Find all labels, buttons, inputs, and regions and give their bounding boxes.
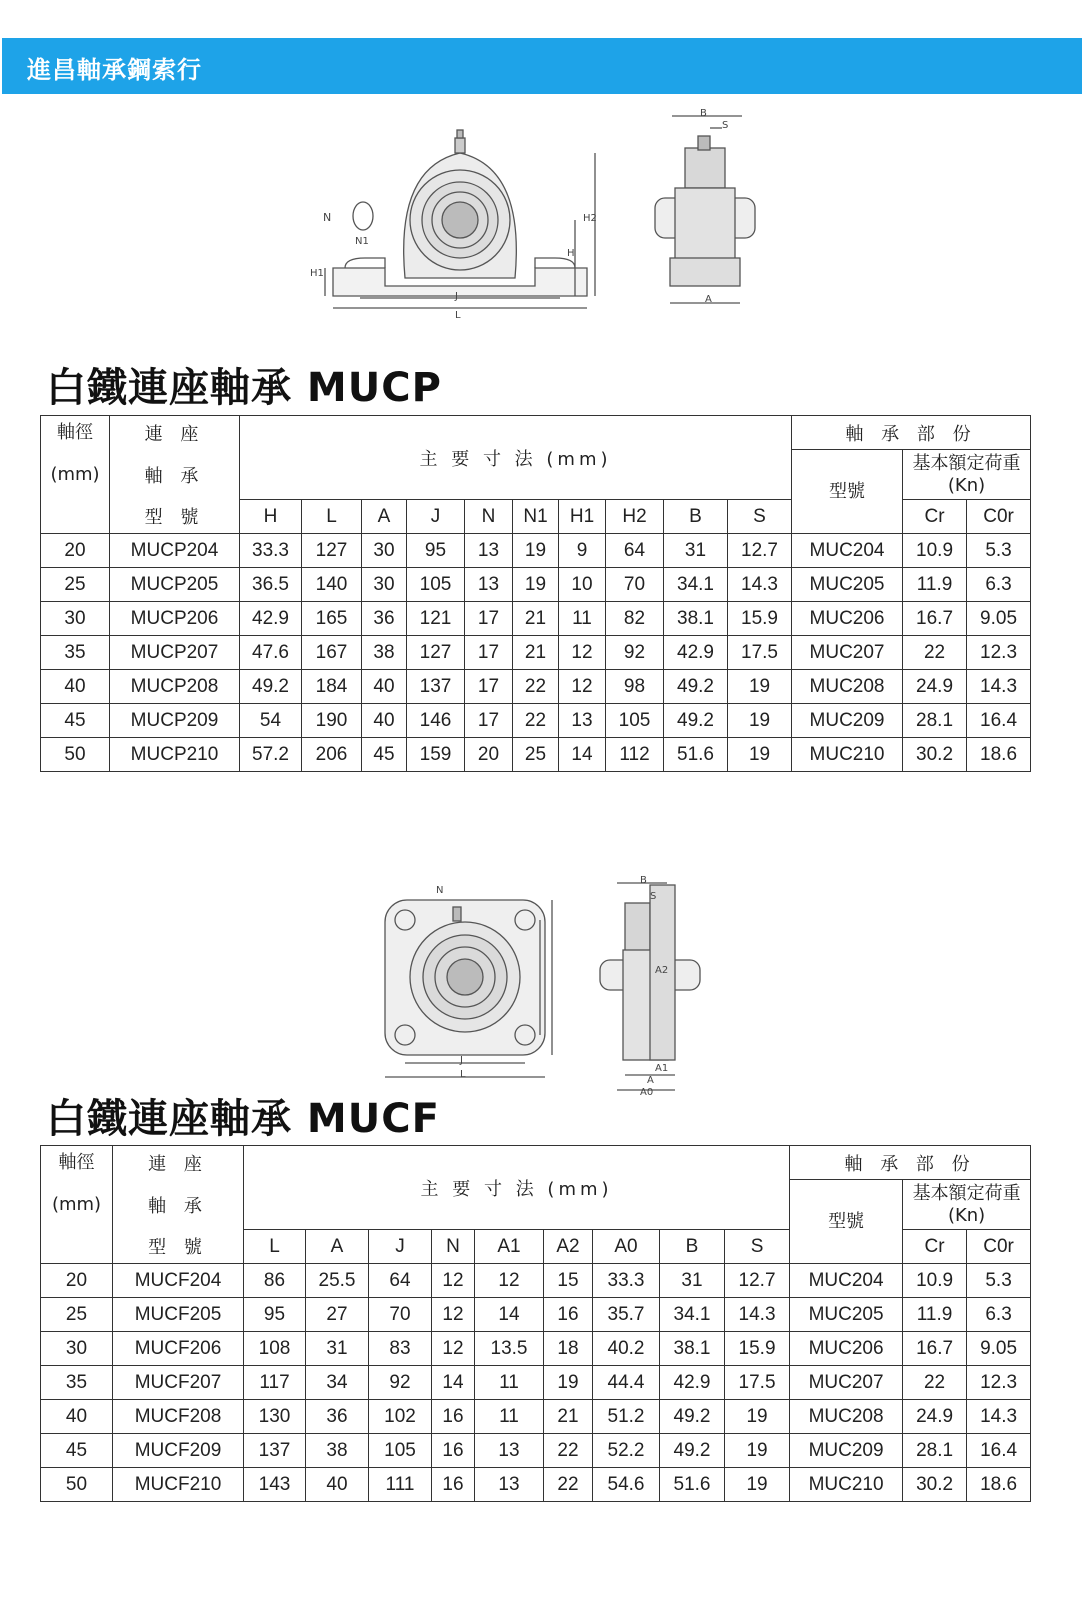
- table-cell: 36.5: [240, 568, 302, 602]
- table-cell: 92: [369, 1366, 432, 1400]
- diagram-label-a: A: [705, 294, 712, 305]
- table-cell: 33.3: [240, 534, 302, 568]
- table-row: [41, 1468, 1031, 1502]
- header-unit-line1: 連 座: [113, 1146, 244, 1180]
- table-cell: 12.7: [725, 1264, 790, 1298]
- header-unit-line2: 軸 承: [110, 450, 240, 500]
- table-cell: 42.9: [664, 636, 728, 670]
- table-cell: 64: [606, 534, 664, 568]
- table-cell: MUC209: [792, 704, 903, 738]
- table-cell: 18: [544, 1332, 593, 1366]
- table-cell: 31: [664, 534, 728, 568]
- table-cell: 40: [41, 1400, 113, 1434]
- table-cell: 121: [407, 602, 465, 636]
- table-cell: 9.05: [967, 1332, 1031, 1366]
- table-cell: 49.2: [240, 670, 302, 704]
- table-cell: 14.3: [728, 568, 792, 602]
- table-cell: 13: [475, 1468, 544, 1502]
- table-cell: 13: [465, 534, 513, 568]
- table-cell: 11.9: [903, 1298, 967, 1332]
- table-row: [41, 738, 1031, 772]
- table-cell: 35.7: [593, 1298, 660, 1332]
- table-cell: 95: [244, 1298, 306, 1332]
- header-basic-load-line1: 基本額定荷重: [912, 452, 1021, 474]
- table-cell: 18.6: [967, 738, 1031, 772]
- table-cell: 49.2: [664, 704, 728, 738]
- table-row: [41, 636, 1031, 670]
- table-cell: 21: [513, 636, 559, 670]
- table-row: [41, 1332, 1031, 1366]
- col-a0: A0: [593, 1230, 660, 1264]
- header-bearing-model: 型號: [792, 450, 903, 534]
- table-cell: MUCP208: [110, 670, 240, 704]
- table-cell: 98: [606, 670, 664, 704]
- table-cell: 24.9: [903, 670, 967, 704]
- table-cell: 10.9: [903, 1264, 967, 1298]
- table-cell: MUCF210: [113, 1468, 244, 1502]
- table-cell: 95: [407, 534, 465, 568]
- header-shaft-unit: (mm): [41, 450, 110, 500]
- col-h2: H2: [606, 500, 664, 534]
- table-cell: MUC208: [792, 670, 903, 704]
- table-cell: 16: [432, 1468, 475, 1502]
- diagram-label-n: N: [323, 211, 332, 224]
- table-cell: 25: [41, 568, 110, 602]
- table-cell: 22: [513, 670, 559, 704]
- diagram-label-l: L: [460, 1069, 466, 1080]
- diagram-label-l: L: [455, 310, 461, 321]
- table-cell: 13: [475, 1434, 544, 1468]
- table-cell: 11: [475, 1366, 544, 1400]
- table-cell: MUCP210: [110, 738, 240, 772]
- table-cell: MUC204: [792, 534, 903, 568]
- table-cell: 30: [41, 1332, 113, 1366]
- table-cell: 14: [559, 738, 606, 772]
- table-cell: 40: [306, 1468, 369, 1502]
- table-row: [41, 1298, 1031, 1332]
- mucp-section-title: 白鐵連座軸承 MUCP: [46, 365, 442, 411]
- table-cell: MUC210: [790, 1468, 903, 1502]
- table-cell: 15.9: [725, 1332, 790, 1366]
- col-a: A: [306, 1230, 369, 1264]
- col-j: J: [407, 500, 465, 534]
- table-row: [41, 1400, 1031, 1434]
- table-cell: 21: [513, 602, 559, 636]
- col-h1: H1: [559, 500, 606, 534]
- table-cell: MUCF204: [113, 1264, 244, 1298]
- mucp-side-view-drawing: [650, 108, 760, 318]
- table-cell: 102: [369, 1400, 432, 1434]
- table-cell: 105: [606, 704, 664, 738]
- diagram-label-j: J: [455, 291, 458, 302]
- table-cell: 33.3: [593, 1264, 660, 1298]
- table-cell: 49.2: [664, 670, 728, 704]
- diagram-label-h: H: [567, 248, 575, 259]
- table-cell: 70: [606, 568, 664, 602]
- table-cell: MUC208: [790, 1400, 903, 1434]
- table-cell: 19: [728, 738, 792, 772]
- table-cell: 11: [559, 602, 606, 636]
- col-b: B: [664, 500, 728, 534]
- table-cell: 22: [513, 704, 559, 738]
- header-unit-line3: 型 號: [110, 500, 240, 534]
- table-cell: 22: [544, 1468, 593, 1502]
- table-cell: 12: [559, 636, 606, 670]
- table-cell: 111: [369, 1468, 432, 1502]
- table-cell: 127: [407, 636, 465, 670]
- table-cell: 16: [432, 1434, 475, 1468]
- table-cell: 19: [725, 1468, 790, 1502]
- table-cell: 38.1: [664, 602, 728, 636]
- table-cell: MUCF206: [113, 1332, 244, 1366]
- table-cell: 47.6: [240, 636, 302, 670]
- table-cell: 12.7: [728, 534, 792, 568]
- table-cell: 10.9: [903, 534, 967, 568]
- table-cell: 12: [475, 1264, 544, 1298]
- table-cell: 51.2: [593, 1400, 660, 1434]
- table-cell: 14: [432, 1366, 475, 1400]
- table-cell: 31: [306, 1332, 369, 1366]
- mucf-spec-table: [40, 1145, 1031, 1502]
- table-cell: 34.1: [660, 1298, 725, 1332]
- header-basic-load-line2: (Kn): [947, 1204, 986, 1226]
- table-row: [41, 602, 1031, 636]
- table-cell: 15.9: [728, 602, 792, 636]
- table-cell: 17: [465, 636, 513, 670]
- header-shaft-dia: 軸徑: [41, 416, 110, 450]
- table-cell: 30: [362, 534, 407, 568]
- table-cell: 146: [407, 704, 465, 738]
- table-cell: 19: [513, 568, 559, 602]
- table-cell: 40.2: [593, 1332, 660, 1366]
- table-cell: 19: [725, 1400, 790, 1434]
- header-basic-load: [903, 450, 1031, 500]
- table-cell: 34: [306, 1366, 369, 1400]
- table-cell: 16: [432, 1400, 475, 1434]
- table-cell: 54.6: [593, 1468, 660, 1502]
- header-basic-load: [903, 1180, 1031, 1230]
- table-cell: MUC207: [790, 1366, 903, 1400]
- table-cell: 159: [407, 738, 465, 772]
- table-cell: 12.3: [967, 636, 1031, 670]
- table-cell: 143: [244, 1468, 306, 1502]
- table-cell: 12: [559, 670, 606, 704]
- header-main-dimensions: 主 要 寸 法 (mm): [240, 416, 792, 500]
- table-cell: 49.2: [660, 1400, 725, 1434]
- table-cell: 206: [302, 738, 362, 772]
- table-cell: 17.5: [728, 636, 792, 670]
- col-s: S: [725, 1230, 790, 1264]
- table-cell: 38: [362, 636, 407, 670]
- table-cell: 6.3: [967, 568, 1031, 602]
- table-cell: MUCF208: [113, 1400, 244, 1434]
- header-unit-line2: 軸 承: [113, 1180, 244, 1230]
- table-cell: 11.9: [903, 568, 967, 602]
- header-basic-load-line1: 基本額定荷重: [912, 1182, 1021, 1204]
- table-cell: 19: [725, 1434, 790, 1468]
- table-row: [41, 568, 1031, 602]
- header-bar: [2, 38, 1082, 94]
- table-cell: 12: [432, 1264, 475, 1298]
- col-a2: A2: [544, 1230, 593, 1264]
- table-cell: 70: [369, 1298, 432, 1332]
- table-cell: 36: [362, 602, 407, 636]
- table-cell: 13: [559, 704, 606, 738]
- table-cell: 30: [362, 568, 407, 602]
- table-cell: 52.2: [593, 1434, 660, 1468]
- table-cell: 25: [41, 1298, 113, 1332]
- table-cell: 51.6: [664, 738, 728, 772]
- table-cell: 112: [606, 738, 664, 772]
- table-cell: 108: [244, 1332, 306, 1366]
- table-cell: 45: [41, 704, 110, 738]
- company-name: 進昌軸承鋼索行: [27, 56, 202, 84]
- table-cell: MUC206: [792, 602, 903, 636]
- table-cell: 17: [465, 704, 513, 738]
- table-cell: 45: [41, 1434, 113, 1468]
- table-cell: 16: [544, 1298, 593, 1332]
- table-row: [41, 670, 1031, 704]
- table-cell: 167: [302, 636, 362, 670]
- table-cell: 20: [465, 738, 513, 772]
- mucp-front-view-drawing: [305, 108, 605, 333]
- table-cell: 6.3: [967, 1298, 1031, 1332]
- table-row: [41, 704, 1031, 738]
- diagram-label-h1: H1: [310, 268, 324, 279]
- table-cell: MUCF207: [113, 1366, 244, 1400]
- table-cell: 22: [903, 636, 967, 670]
- diagram-label-a0: A0: [640, 1087, 654, 1098]
- table-cell: 137: [244, 1434, 306, 1468]
- table-cell: 50: [41, 1468, 113, 1502]
- table-cell: 12: [432, 1332, 475, 1366]
- diagram-label-n1: N1: [355, 236, 369, 247]
- table-cell: 83: [369, 1332, 432, 1366]
- header-bearing-model: 型號: [790, 1180, 903, 1264]
- table-cell: 184: [302, 670, 362, 704]
- table-cell: 27: [306, 1298, 369, 1332]
- table-cell: 5.3: [967, 1264, 1031, 1298]
- table-cell: 12: [432, 1298, 475, 1332]
- table-row: [41, 1264, 1031, 1298]
- table-cell: MUCP207: [110, 636, 240, 670]
- table-cell: 17: [465, 602, 513, 636]
- table-cell: 13.5: [475, 1332, 544, 1366]
- mucf-front-view-drawing: [380, 885, 565, 1085]
- col-n: N: [432, 1230, 475, 1264]
- header-shaft-dia: 軸徑: [41, 1146, 113, 1180]
- table-cell: 42.9: [660, 1366, 725, 1400]
- table-cell: 20: [41, 534, 110, 568]
- mucf-section-title: 白鐵連座軸承 MUCF: [46, 1096, 440, 1142]
- table-cell: 18.6: [967, 1468, 1031, 1502]
- table-cell: 14: [475, 1298, 544, 1332]
- table-cell: MUC205: [790, 1298, 903, 1332]
- mucf-table-body: [41, 1264, 1031, 1502]
- table-cell: 51.6: [660, 1468, 725, 1502]
- table-cell: 14.3: [967, 1400, 1031, 1434]
- table-cell: 117: [244, 1366, 306, 1400]
- diagram-label-b: B: [640, 875, 647, 886]
- diagram-label-n: N: [436, 885, 444, 896]
- table-cell: 105: [407, 568, 465, 602]
- table-cell: MUCF205: [113, 1298, 244, 1332]
- table-cell: 19: [728, 670, 792, 704]
- col-a: A: [362, 500, 407, 534]
- table-cell: 15: [544, 1264, 593, 1298]
- table-cell: MUC205: [792, 568, 903, 602]
- diagram-label-s: S: [650, 891, 657, 902]
- table-cell: 17: [465, 670, 513, 704]
- col-n: N: [465, 500, 513, 534]
- table-cell: 49.2: [660, 1434, 725, 1468]
- col-cr: Cr: [903, 500, 967, 534]
- col-c0r: C0r: [967, 1230, 1031, 1264]
- table-cell: MUCP209: [110, 704, 240, 738]
- table-cell: 19: [728, 704, 792, 738]
- table-cell: 50: [41, 738, 110, 772]
- col-c0r: C0r: [967, 500, 1031, 534]
- col-b: B: [660, 1230, 725, 1264]
- diagram-label-a2: A2: [655, 965, 669, 976]
- table-cell: 34.1: [664, 568, 728, 602]
- col-s: S: [728, 500, 792, 534]
- table-cell: 40: [362, 704, 407, 738]
- table-cell: 20: [41, 1264, 113, 1298]
- header-bearing-part: 軸 承 部 份: [792, 416, 1031, 450]
- table-cell: 35: [41, 1366, 113, 1400]
- header-main-dimensions: 主 要 寸 法 (mm): [244, 1146, 790, 1230]
- table-cell: 44.4: [593, 1366, 660, 1400]
- table-cell: MUCP204: [110, 534, 240, 568]
- table-cell: 16.7: [903, 1332, 967, 1366]
- table-cell: 10: [559, 568, 606, 602]
- table-cell: 64: [369, 1264, 432, 1298]
- table-cell: 54: [240, 704, 302, 738]
- table-cell: 9.05: [967, 602, 1031, 636]
- diagram-label-a: A: [647, 1075, 654, 1086]
- table-cell: 57.2: [240, 738, 302, 772]
- table-row: [41, 1434, 1031, 1468]
- table-cell: 38.1: [660, 1332, 725, 1366]
- header-bearing-part: 軸 承 部 份: [790, 1146, 1031, 1180]
- table-row: [41, 1366, 1031, 1400]
- diagram-label-j: J: [460, 1055, 463, 1066]
- table-cell: 31: [660, 1264, 725, 1298]
- table-cell: MUCP205: [110, 568, 240, 602]
- table-cell: 137: [407, 670, 465, 704]
- table-cell: MUC209: [790, 1434, 903, 1468]
- table-cell: MUCP206: [110, 602, 240, 636]
- table-cell: MUC210: [792, 738, 903, 772]
- table-cell: 127: [302, 534, 362, 568]
- table-cell: 5.3: [967, 534, 1031, 568]
- table-cell: 25: [513, 738, 559, 772]
- col-l: L: [244, 1230, 306, 1264]
- table-cell: 30: [41, 602, 110, 636]
- table-cell: 9: [559, 534, 606, 568]
- table-cell: 30.2: [903, 738, 967, 772]
- table-cell: 140: [302, 568, 362, 602]
- diagram-label-a1: A1: [655, 1063, 669, 1074]
- table-cell: 19: [513, 534, 559, 568]
- header-basic-load-line2: (Kn): [947, 474, 986, 496]
- diagram-label-s: S: [722, 120, 729, 131]
- header-unit-line3: 型 號: [113, 1230, 244, 1264]
- col-j: J: [369, 1230, 432, 1264]
- mucp-table-body: [41, 534, 1031, 772]
- table-cell: 21: [544, 1400, 593, 1434]
- diagram-label-h2: H2: [583, 213, 597, 224]
- header-unit-line1: 連 座: [110, 416, 240, 450]
- table-cell: 16.4: [967, 704, 1031, 738]
- col-cr: Cr: [903, 1230, 967, 1264]
- table-cell: MUCF209: [113, 1434, 244, 1468]
- table-cell: 36: [306, 1400, 369, 1434]
- header-shaft-unit: (mm): [41, 1180, 113, 1230]
- table-cell: 28.1: [903, 704, 967, 738]
- table-cell: MUC207: [792, 636, 903, 670]
- table-cell: 19: [544, 1366, 593, 1400]
- table-row: [41, 534, 1031, 568]
- diagram-label-b: B: [700, 108, 707, 119]
- table-cell: 30.2: [903, 1468, 967, 1502]
- table-cell: 86: [244, 1264, 306, 1298]
- table-cell: 105: [369, 1434, 432, 1468]
- table-cell: 92: [606, 636, 664, 670]
- table-cell: 11: [475, 1400, 544, 1434]
- table-cell: 16.4: [967, 1434, 1031, 1468]
- table-cell: 40: [41, 670, 110, 704]
- table-cell: 82: [606, 602, 664, 636]
- table-cell: 45: [362, 738, 407, 772]
- table-cell: 190: [302, 704, 362, 738]
- table-cell: 25.5: [306, 1264, 369, 1298]
- table-cell: 13: [465, 568, 513, 602]
- col-n1: N1: [513, 500, 559, 534]
- mucp-spec-table: [40, 415, 1031, 772]
- table-cell: 130: [244, 1400, 306, 1434]
- table-cell: 24.9: [903, 1400, 967, 1434]
- table-cell: 22: [903, 1366, 967, 1400]
- table-cell: MUC204: [790, 1264, 903, 1298]
- table-cell: 28.1: [903, 1434, 967, 1468]
- col-h: H: [240, 500, 302, 534]
- table-cell: MUC206: [790, 1332, 903, 1366]
- table-cell: 17.5: [725, 1366, 790, 1400]
- table-cell: 165: [302, 602, 362, 636]
- table-cell: 35: [41, 636, 110, 670]
- mucf-side-view-drawing: [595, 875, 705, 1100]
- table-cell: 12.3: [967, 1366, 1031, 1400]
- col-l: L: [302, 500, 362, 534]
- table-cell: 16.7: [903, 602, 967, 636]
- table-cell: 22: [544, 1434, 593, 1468]
- table-cell: 14.3: [967, 670, 1031, 704]
- col-a1: A1: [475, 1230, 544, 1264]
- table-cell: 40: [362, 670, 407, 704]
- table-cell: 14.3: [725, 1298, 790, 1332]
- table-cell: 38: [306, 1434, 369, 1468]
- table-cell: 42.9: [240, 602, 302, 636]
